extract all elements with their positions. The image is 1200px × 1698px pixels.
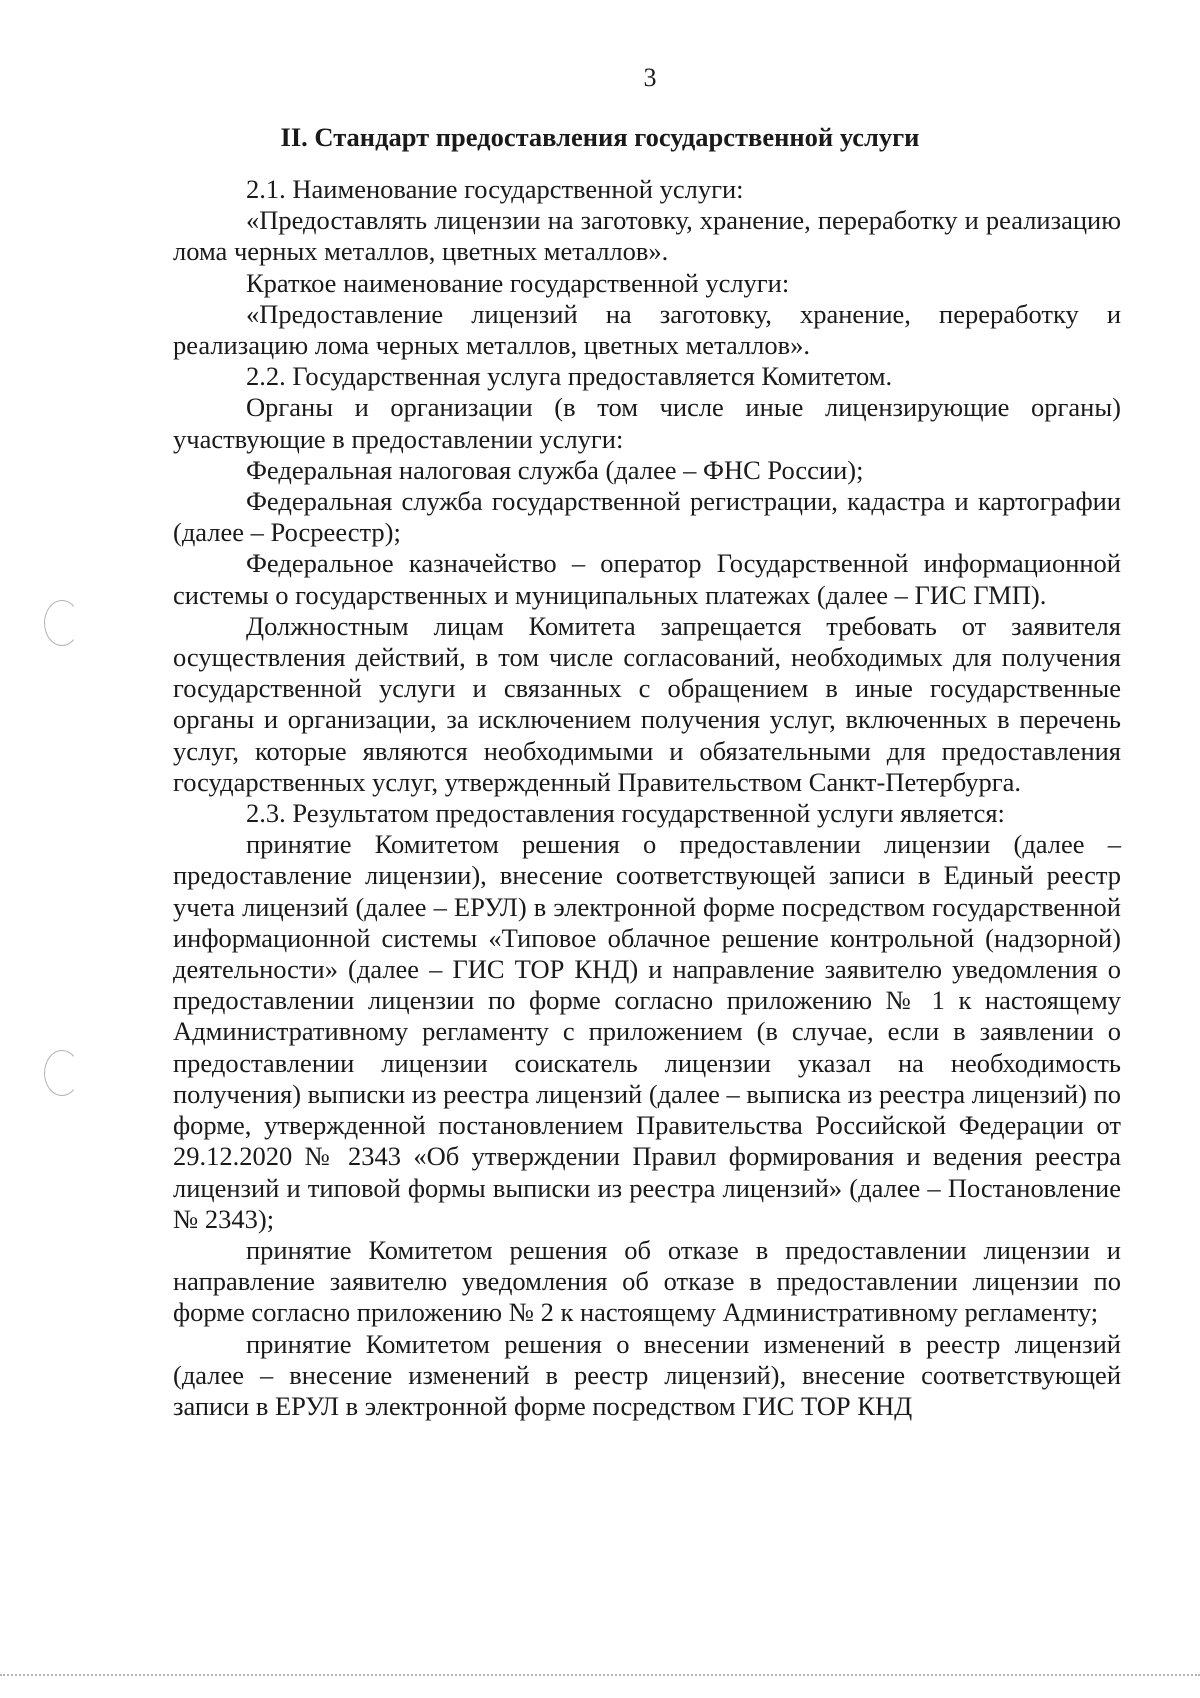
paragraph-result-amendment: принятие Комитетом решения о внесении изменений в реестр лицензий (далее – внесение изменений в реестр лицензий), внесение соответствующей записи в ЕРУЛ в электронной форме посредством ГИС ТОР КНД: [173, 1328, 1121, 1421]
scan-bottom-edge: [0, 1674, 1200, 1676]
paragraph-short-service-name: «Предоставление лицензий на заготовку, хранение, переработку и реализацию лома черных металлов, цветных металлов».: [173, 298, 1121, 361]
paragraph-2-2: 2.2. Государственная услуга предоставляется Комитетом.: [246, 361, 893, 392]
paragraph-short-name-heading: Краткое наименование государственной услуги:: [246, 267, 790, 298]
punch-hole-mark: [44, 600, 80, 646]
paragraph-result-grant: принятие Комитетом решения о предоставлении лицензии (далее – предоставление лицензии), внесение соответствующей записи в Единый реестр учета лицензий (далее – ЕРУЛ) в электронной форме посредством государственной информационной системы «Типовое облачное решение контрольной (надзорной) деятельности» (далее – ГИС ТОР КНД) и направление заявителю уведомления о предоставлении лицензии по форме согласно приложению № 1 к настоящему Административному регламенту с приложением (в случае, если в заявлении о предоставлении лицензии соискатель лицензии указал на необходимость получения) выписки из реестра лицензий (далее – выписка из реестра лицензий) по форме, утвержденной постановлением Правительства Российской Федерации от 29.12.2020 № 2343 «Об утверждении Правил формирования и ведения реестра лицензий и типовой формы выписки из реестра лицензий» (далее – Постановление № 2343);: [173, 829, 1121, 1234]
paragraph-full-service-name: «Предоставлять лицензии на заготовку, хранение, переработку и реализацию лома черных металлов, цветных металлов».: [173, 205, 1121, 267]
paragraph-participating-bodies: Органы и организации (в том числе иные лицензирующие органы) участвующие в предоставлении услуги:: [173, 392, 1121, 454]
paragraph-fns: Федеральная налоговая служба (далее – ФНС России);: [246, 454, 864, 485]
paragraph-treasury: Федеральное казначейство – оператор Государственной информационной системы о государственных и муниципальных платежах (далее – ГИС ГМП).: [173, 548, 1121, 610]
document-body: [173, 174, 1121, 1422]
paragraph-prohibition: Должностным лицам Комитета запрещается требовать от заявителя осуществления действий, в том числе согласований, необходимых для получения государственной услуги и связанных с обращением в иные государственные органы и организации, за исключением получения услуг, включенных в перечень услуг, которые являются необходимыми и обязательными для предоставления государственных услуг, утвержденный Правительством Санкт-Петербурга.: [173, 610, 1121, 797]
paragraph-2-1-heading: 2.1. Наименование государственной услуги:: [246, 174, 744, 204]
paragraph-2-3-heading: 2.3. Результатом предоставления государственной услуги является:: [246, 798, 1005, 829]
paragraph-result-refusal: принятие Комитетом решения об отказе в предоставлении лицензии и направление заявителю уведомления об отказе в предоставлении лицензии по форме согласно приложению № 2 к настоящему Административному регламенту;: [173, 1234, 1121, 1328]
punch-hole-mark: [44, 1050, 80, 1096]
page-number: 3: [643, 63, 657, 92]
paragraph-rosreestr: Федеральная служба государственной регистрации, кадастра и картографии (далее – Росреестр);: [173, 486, 1121, 548]
section-title: II. Стандарт предоставления государственной услуги: [280, 122, 920, 152]
